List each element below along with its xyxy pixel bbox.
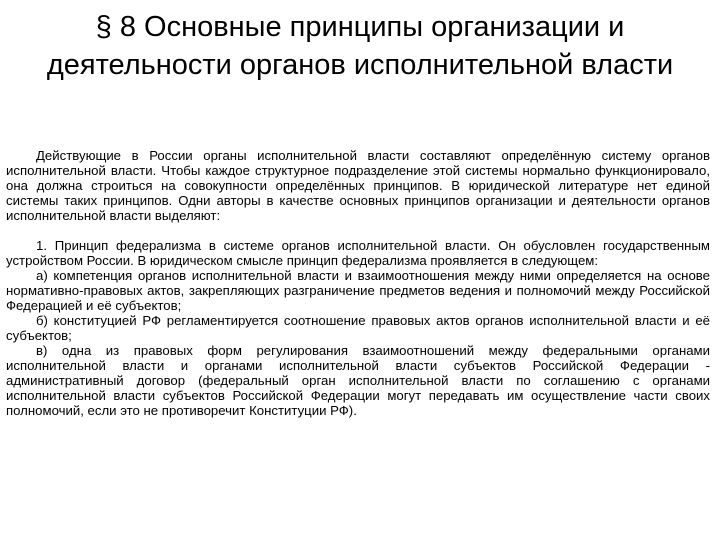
- paragraph-item-a: а) компетенция органов исполнительной власти и взаимоотношения между ними определяется на основе нормативно-правовых актов, закрепляющих разграничение предметов ведения и полномочий между Российской Федерацией и её субъектов;: [6, 268, 710, 313]
- paragraph-item-c: в) одна из правовых форм регулирования взаимоотношений между федеральными органами исполнительной власти и органами исполнительной власти субъектов Российской Федерации - административный договор (федеральный орган исполнительной власти по соглашению с органами исполнительной власти субъектов Российской Федерации могут передавать им осуществление части своих полномочий, если это не противоречит Конституции РФ).: [6, 343, 710, 418]
- slide-body: [6, 148, 710, 418]
- paragraph-item-b: б) конституцией РФ регламентируется соотношение правовых актов органов исполнительной власти и её субъектов;: [6, 313, 710, 343]
- paragraph-federalism: 1. Принцип федерализма в системе органов исполнительной власти. Он обусловлен государственным устройством России. В юридическом смысле принцип федерализма проявляется в следующем:: [6, 238, 710, 268]
- paragraph-intro: Действующие в России органы исполнительной власти составляют определённую систему органов исполнительной власти. Чтобы каждое структурное подразделение этой системы нормально функционировало, она должна строиться на совокупности определённых принципов. В юридической литературе нет единой системы таких принципов. Одни авторы в качестве основных принципов организации и деятельности органов исполнительной власти выделяют:: [6, 148, 710, 223]
- slide-title: § 8 Основные принципы организации и деятельности органов исполнительной власти: [46, 11, 674, 81]
